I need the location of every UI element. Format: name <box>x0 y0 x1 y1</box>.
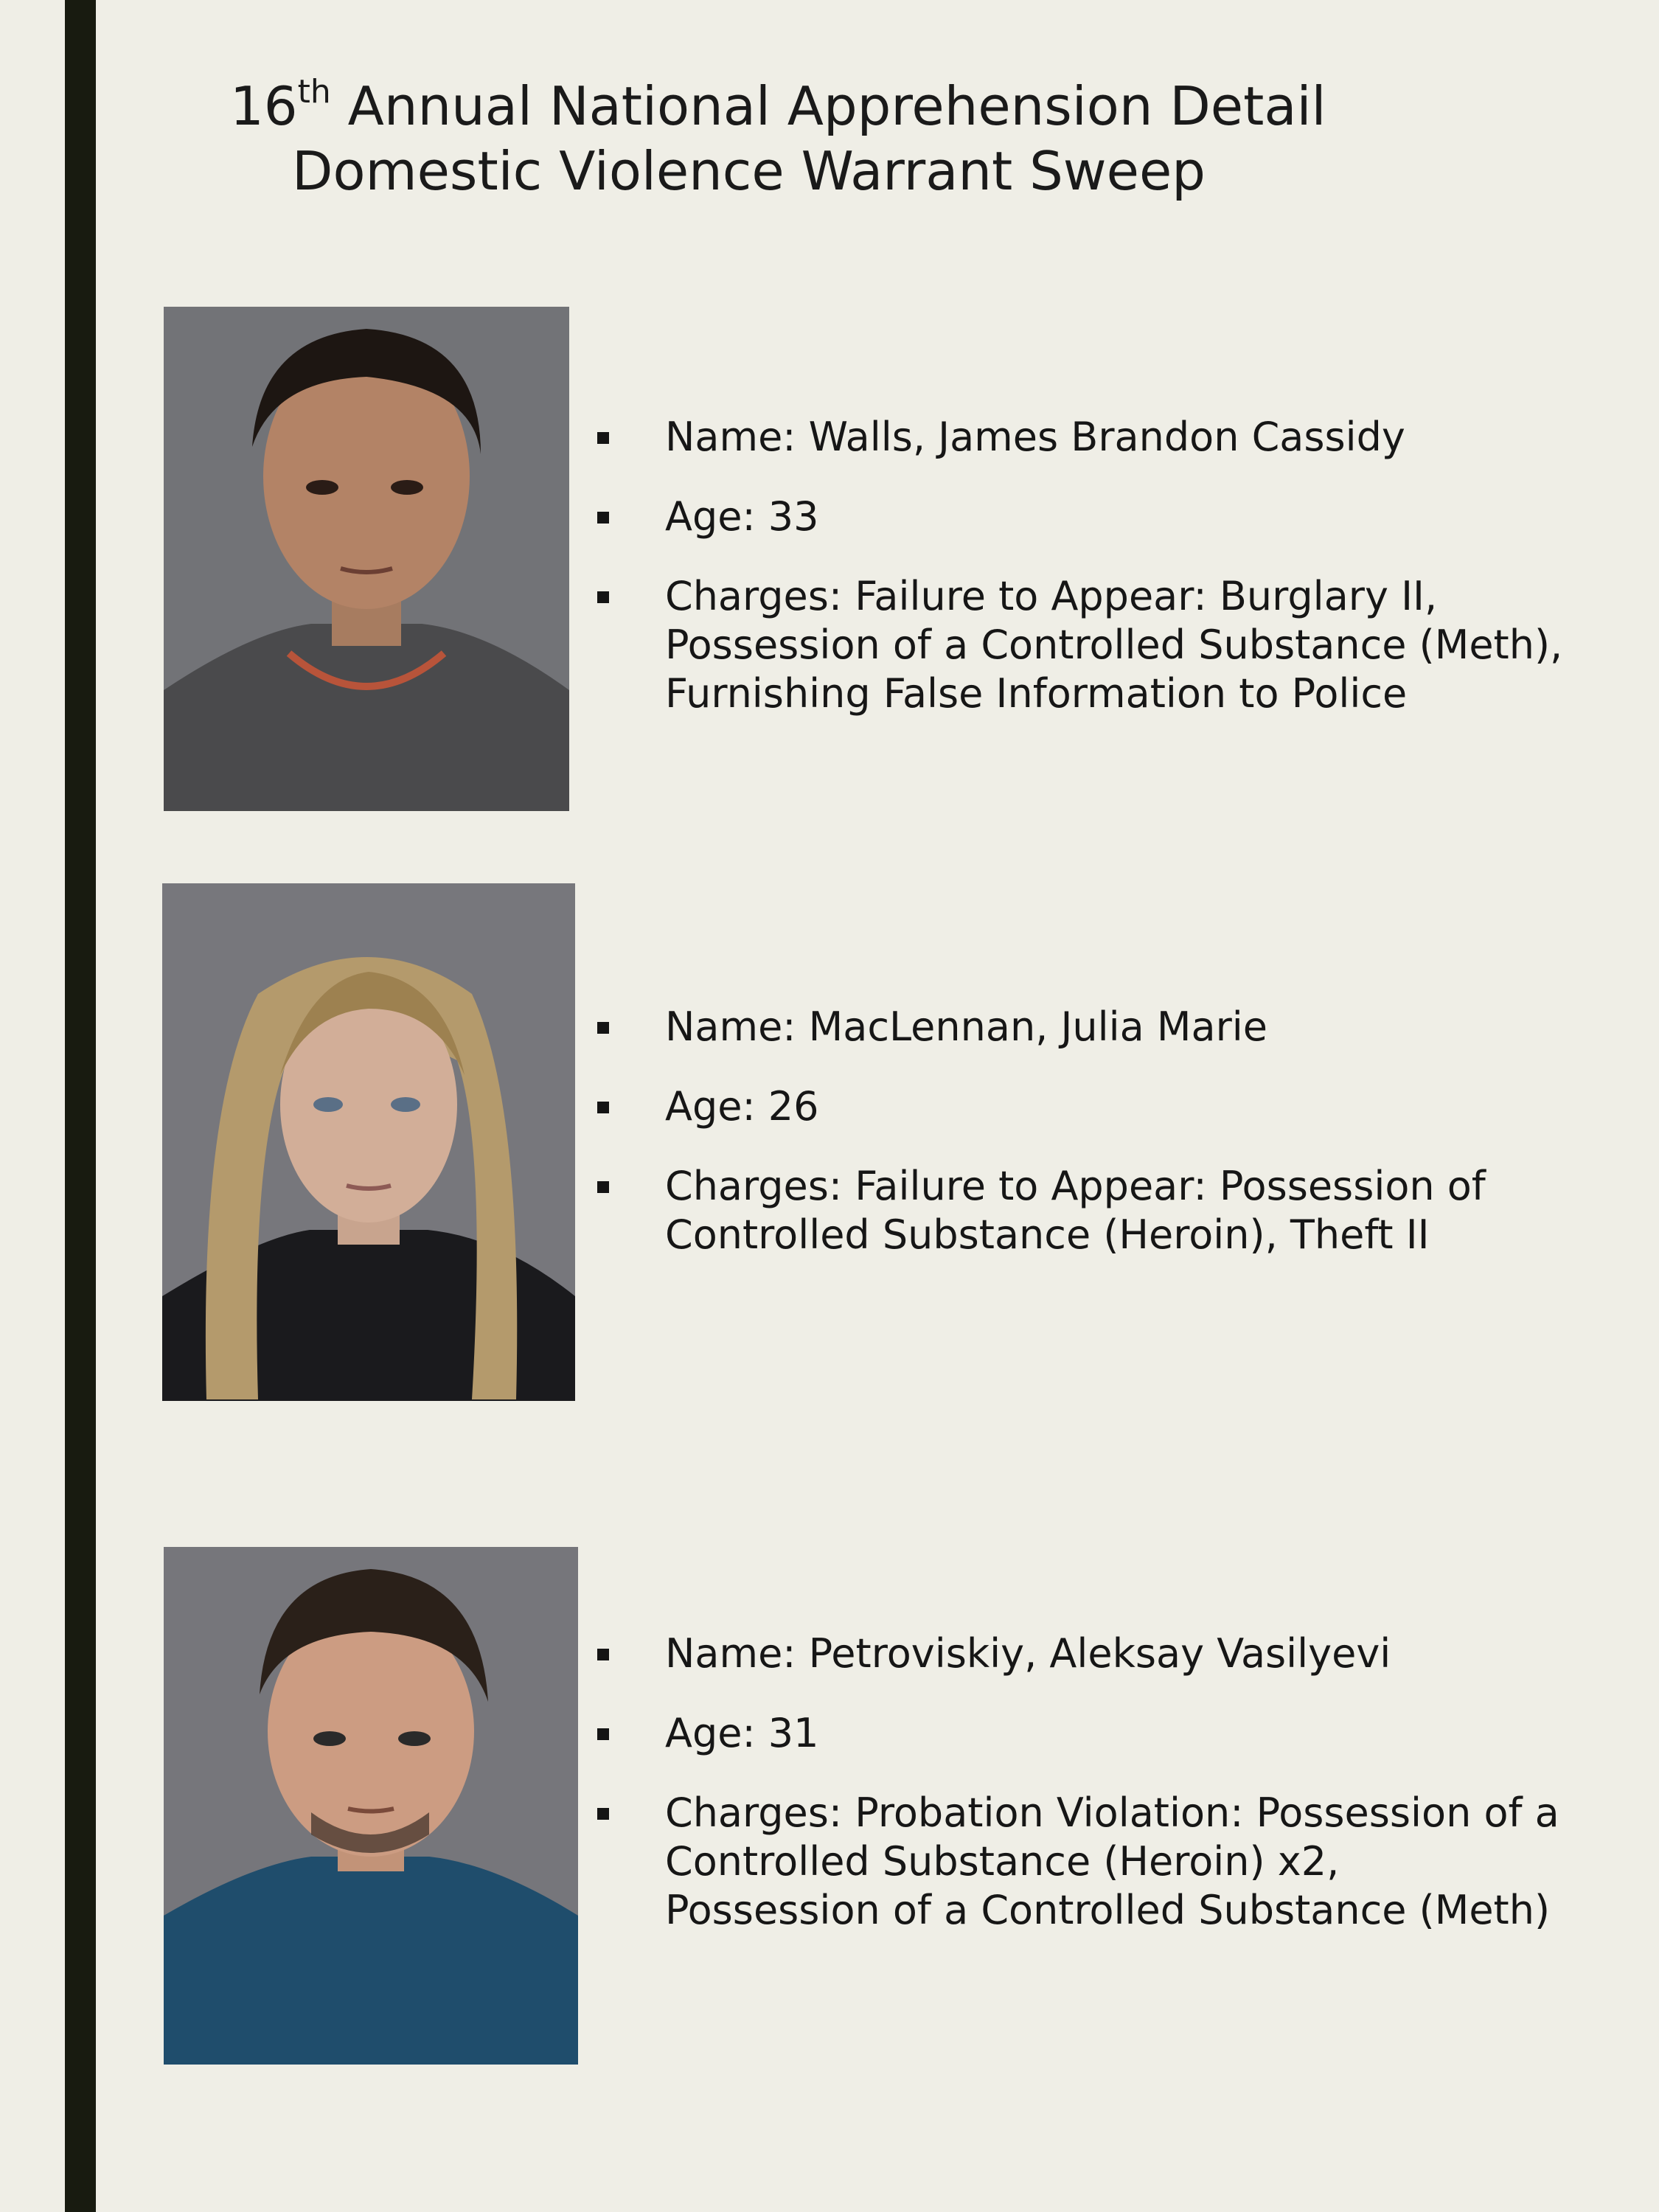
list-item <box>590 1082 1563 1131</box>
bullet-icon <box>597 1808 609 1820</box>
bullet-icon <box>597 1181 609 1193</box>
title-ordinal-suffix: th <box>297 73 331 111</box>
subject-charges: Charges: Failure to Appear: Possession of Controlled Substance (Heroin), Theft II <box>665 1163 1486 1258</box>
bullet-icon <box>597 591 609 603</box>
mugshot-photo-1 <box>164 307 569 811</box>
bullet-icon <box>597 432 609 444</box>
subject-age: Age: 33 <box>665 493 819 540</box>
title-line-2: Domestic Violence Warrant Sweep <box>292 140 1206 202</box>
subject-charges: Charges: Failure to Appear: Burglary II, Possession of a Controlled Substance (Meth), Furnishing False Information to Police <box>665 573 1563 717</box>
list-item <box>590 1630 1563 1678</box>
page-title <box>230 74 1326 204</box>
mugshot-photo-2 <box>162 883 575 1401</box>
subject-charges: Charges: Probation Violation: Possession of a Controlled Substance (Heroin) x2, Possession of a Controlled Substance (Meth) <box>665 1790 1559 1933</box>
list-item <box>590 1709 1563 1758</box>
title-line-1-text: Annual National Apprehension Detail <box>330 75 1326 137</box>
subject-info-2 <box>590 1003 1563 1290</box>
subject-name: Name: Petroviskiy, Aleksay Vasilyevi <box>665 1630 1391 1677</box>
title-line-1 <box>230 74 1326 139</box>
bullet-icon <box>597 1022 609 1034</box>
subject-info-3 <box>590 1630 1563 1966</box>
bullet-icon <box>597 1649 609 1660</box>
left-accent-bar <box>65 0 96 2212</box>
subject-age: Age: 26 <box>665 1083 819 1130</box>
subject-name: Name: MacLennan, Julia Marie <box>665 1004 1268 1050</box>
mugshot-photo-3 <box>164 1547 578 2065</box>
bullet-icon <box>597 1728 609 1740</box>
bullet-icon <box>597 1102 609 1113</box>
list-item <box>590 413 1563 462</box>
list-item <box>590 572 1563 718</box>
subject-info-1 <box>590 413 1563 749</box>
list-item <box>590 493 1563 541</box>
title-ordinal-number: 16 <box>230 75 298 137</box>
subject-age: Age: 31 <box>665 1710 819 1756</box>
list-item <box>590 1162 1563 1259</box>
list-item <box>590 1789 1563 1935</box>
subject-name: Name: Walls, James Brandon Cassidy <box>665 414 1405 460</box>
list-item <box>590 1003 1563 1051</box>
bullet-icon <box>597 512 609 524</box>
